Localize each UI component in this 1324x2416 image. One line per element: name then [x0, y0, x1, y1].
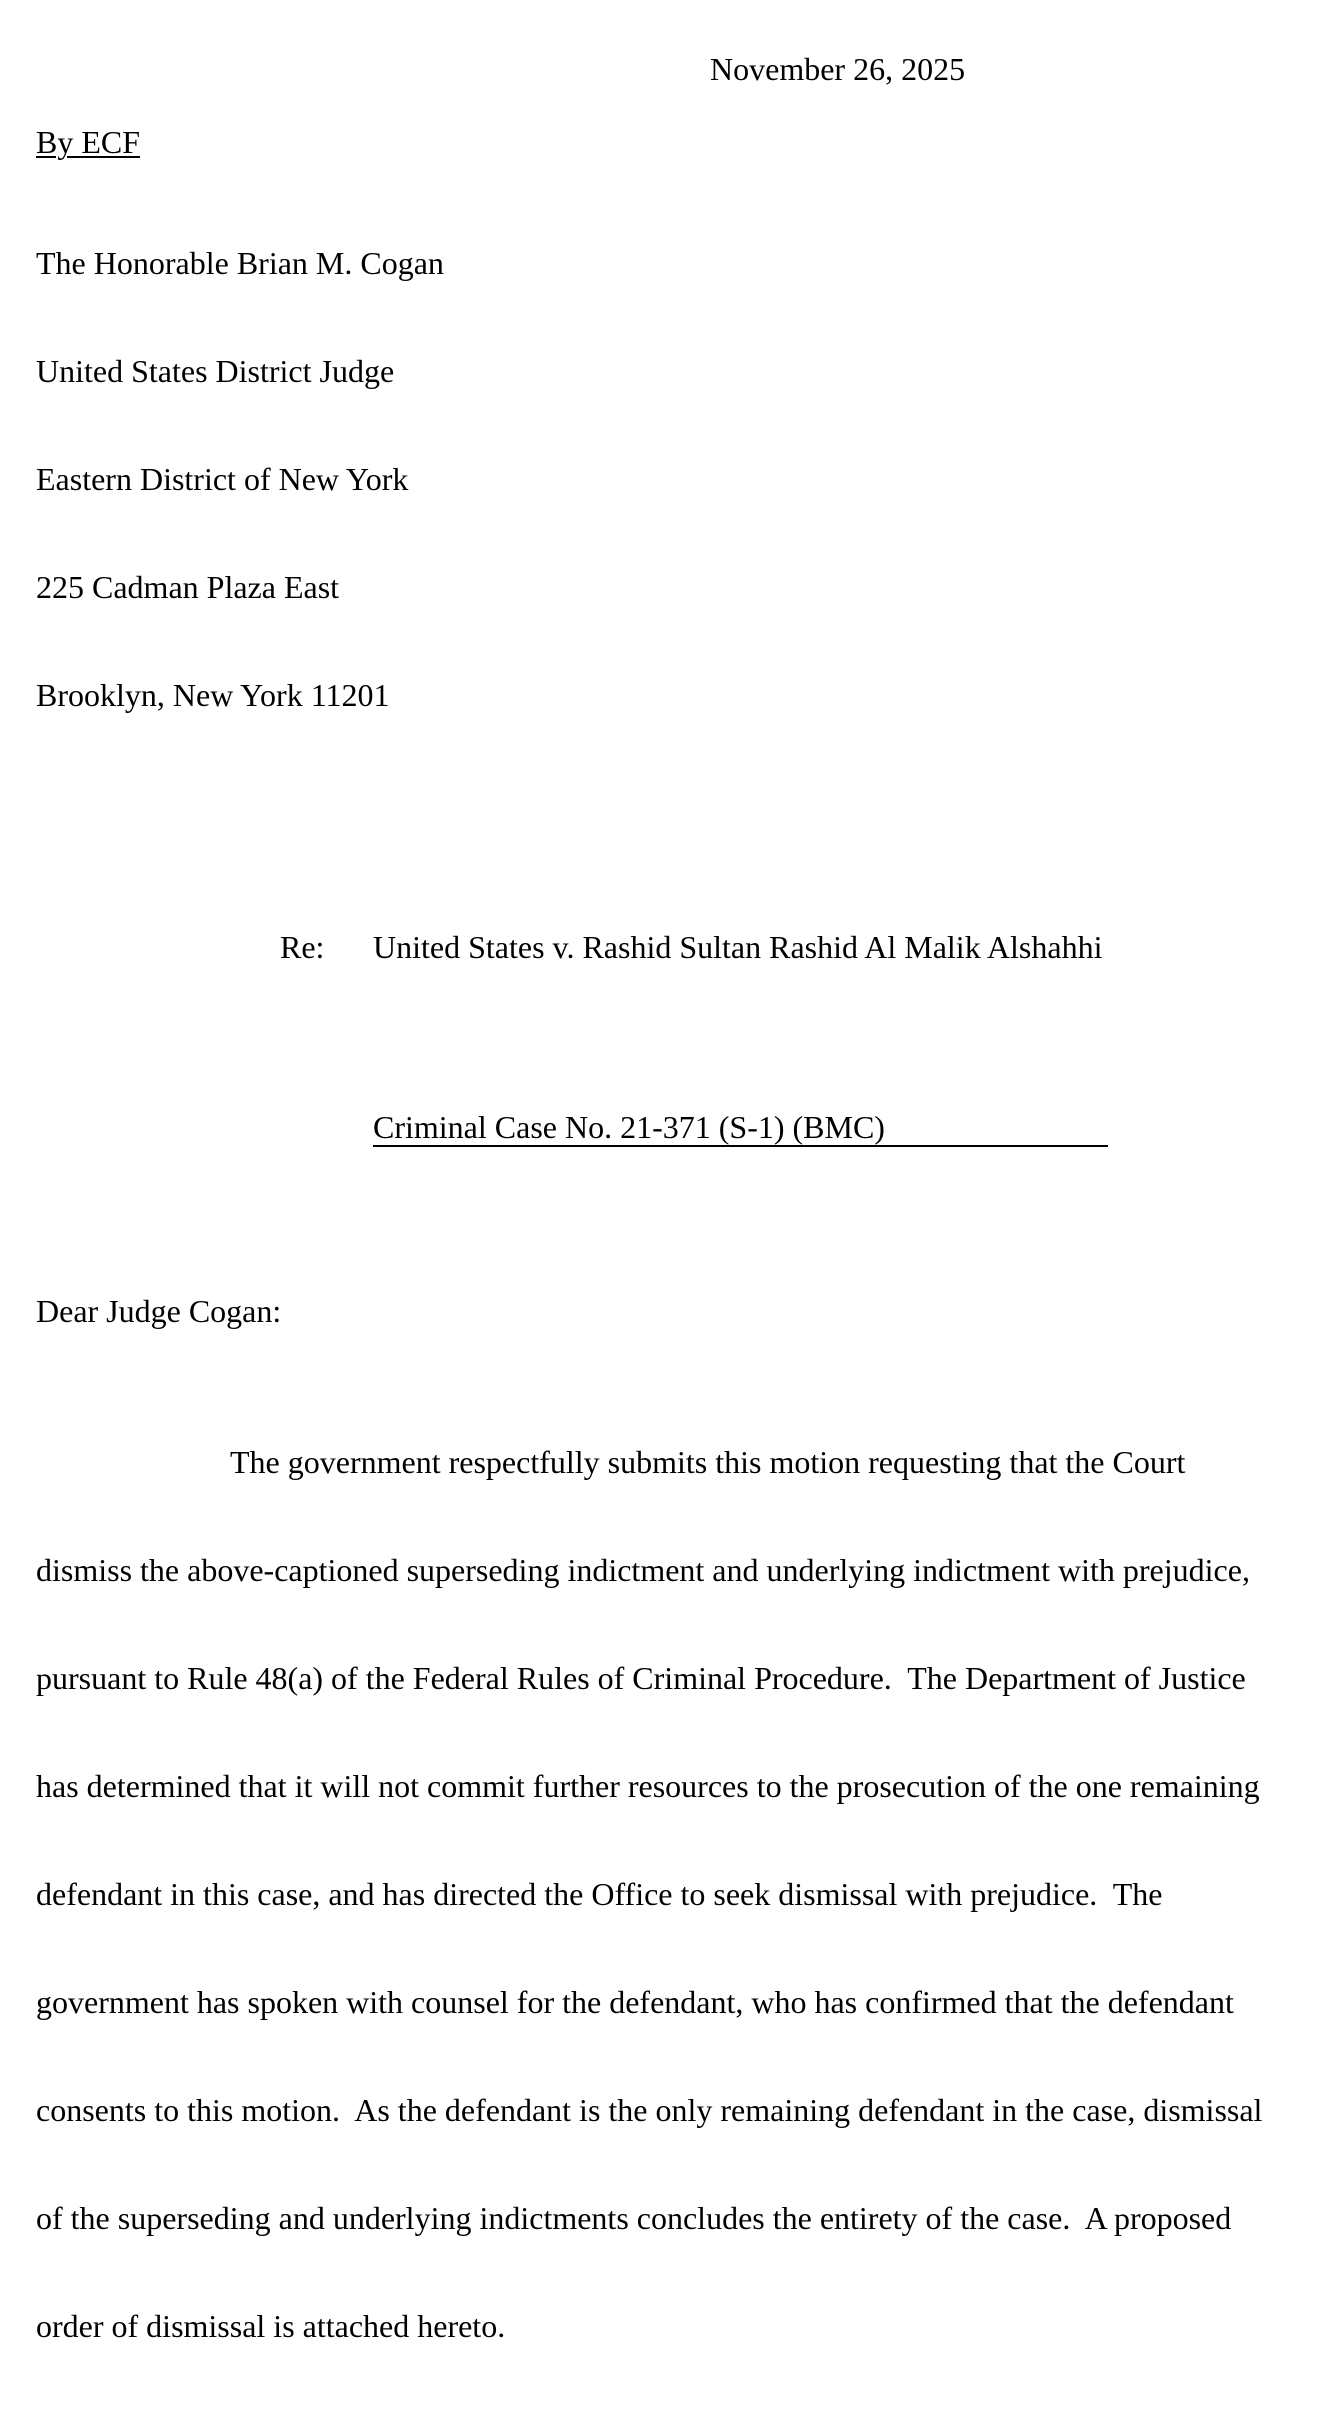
body-line: of the superseding and underlying indictments concludes the entirety of the case. A proposed [36, 2200, 1232, 2236]
body-line: has determined that it will not commit further resources to the prosecution of the one remaining [36, 1768, 1260, 1804]
letter-date: November 26, 2025 [710, 51, 966, 87]
re-label: Re: [280, 929, 325, 965]
body-line: government has spoken with counsel for the defendant, who has confirmed that the defendant [36, 1984, 1234, 2020]
body-line: order of dismissal is attached hereto. [36, 2308, 506, 2344]
recipient-address-block [36, 173, 1304, 785]
re-line-case-number [325, 1073, 1304, 1183]
body-line: consents to this motion. As the defendant is the only remaining defendant in the case, dismissal [36, 2092, 1263, 2128]
recipient-street: 225 Cadman Plaza East [36, 569, 340, 605]
recipient-district: Eastern District of New York [36, 461, 409, 497]
body-line: defendant in this case, and has directed the Office to seek dismissal with prejudice. The [36, 1876, 1163, 1912]
case-name: United States v. Rashid Sultan Rashid Al Malik Alshahhi [373, 929, 1103, 965]
re-block [232, 821, 1304, 1255]
body-line: The government respectfully submits this motion requesting that the Court [230, 1444, 1186, 1480]
recipient-title: United States District Judge [36, 353, 395, 389]
salutation: Dear Judge Cogan: [36, 1293, 282, 1329]
body-line: pursuant to Rule 48(a) of the Federal Rules of Criminal Procedure. The Department of Justice [36, 1660, 1246, 1696]
letter-body-paragraph [36, 1372, 1304, 2416]
case-number: Criminal Case No. 21-371 (S-1) (BMC) [373, 1109, 1108, 1147]
recipient-name: The Honorable Brian M. Cogan [36, 245, 444, 281]
delivery-method-by-ecf: By ECF [36, 124, 141, 160]
body-line: dismiss the above-captioned superseding indictment and underlying indictment with prejudice, [36, 1552, 1250, 1588]
recipient-city: Brooklyn, New York 11201 [36, 677, 390, 713]
re-line-case-name [232, 893, 1304, 1001]
